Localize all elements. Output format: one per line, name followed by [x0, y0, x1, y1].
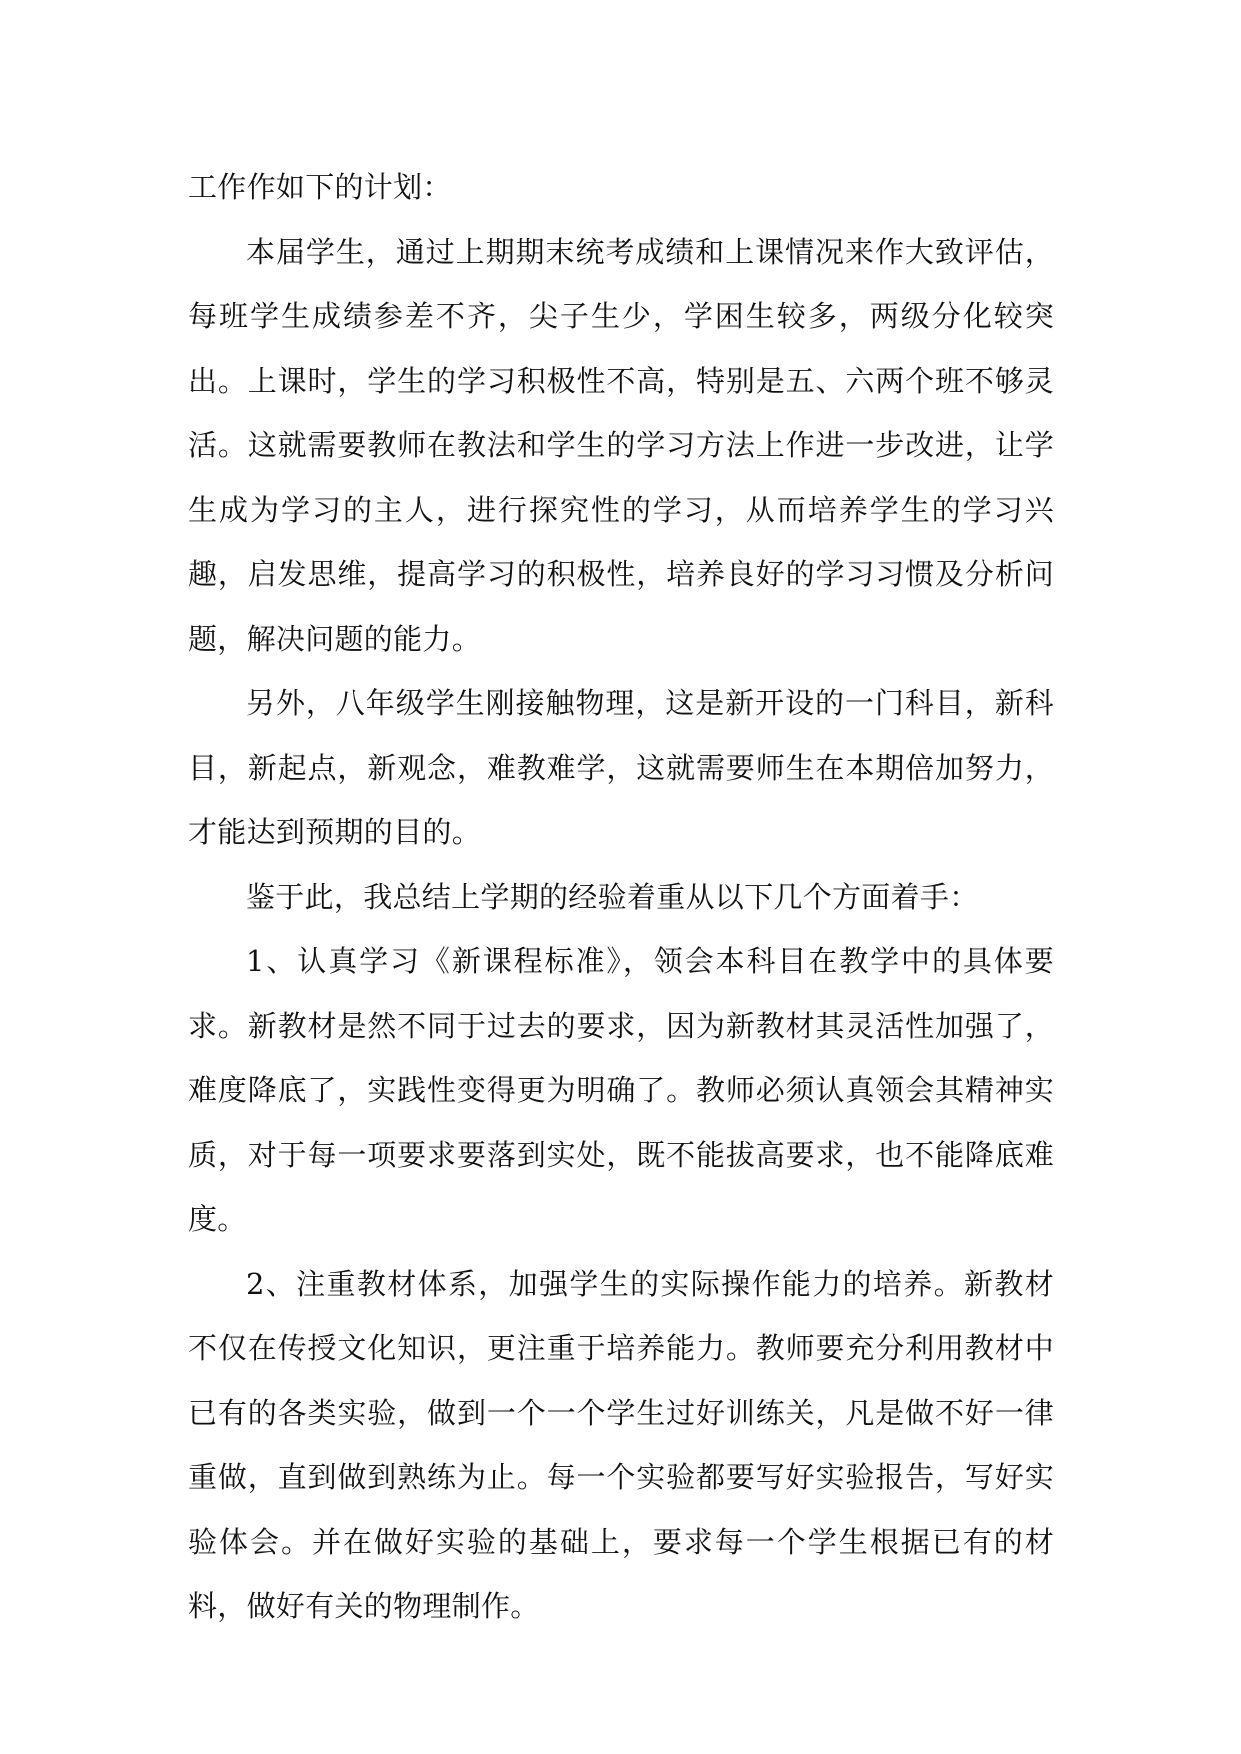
paragraph-grade8-physics: 另外，八年级学生刚接触物理，这是新开设的一门科目，新科目，新起点，新观念，难教难学，这就需要师生在本期倍加努力，才能达到预期的目的。	[188, 686, 1054, 849]
paragraph-student-assessment: 本届学生，通过上期期末统考成绩和上课情况来作大致评估，每班学生成绩参差不齐，尖子生少，学困生较多，两级分化较突出。上课时，学生的学习积极性不高，特别是五、六两个班不够灵活。这就需要教师在教法和学生的学习方法上作进一步改进，让学生成为学习的主人，进行探究性的学习，从而培养学生的学习兴趣，启发思维，提高学习的积极性，培养良好的学习习惯及分析问题，解决问题的能力。	[188, 234, 1054, 656]
paragraph-item-1: 1、认真学习《新课程标准》，领会本科目在教学中的具体要求。新教材是然不同于过去的要求，因为新教材其灵活性加强了，难度降底了，实践性变得更为明确了。教师必须认真领会其精神实质，对于每一项要求要落到实处，既不能拔高要求，也不能降底难度。	[188, 944, 1054, 1236]
document-body	[188, 155, 1054, 1639]
paragraph-plan-intro: 工作作如下的计划：	[188, 170, 452, 204]
paragraph-item-2: 2、注重教材体系，加强学生的实际操作能力的培养。新教材不仅在传授文化知识，更注重于培养能力。教师要充分利用教材中已有的各类实验，做到一个一个学生过好训练关，凡是做不好一律重做，直到做到熟练为止。每一个实验都要写好实验报告，写好实验体会。并在做好实验的基础上，要求每一个学生根据已有的材料，做好有关的物理制作。	[188, 1266, 1054, 1623]
paragraph-approach-intro: 鉴于此，我总结上学期的经验着重从以下几个方面着手：	[246, 879, 979, 914]
